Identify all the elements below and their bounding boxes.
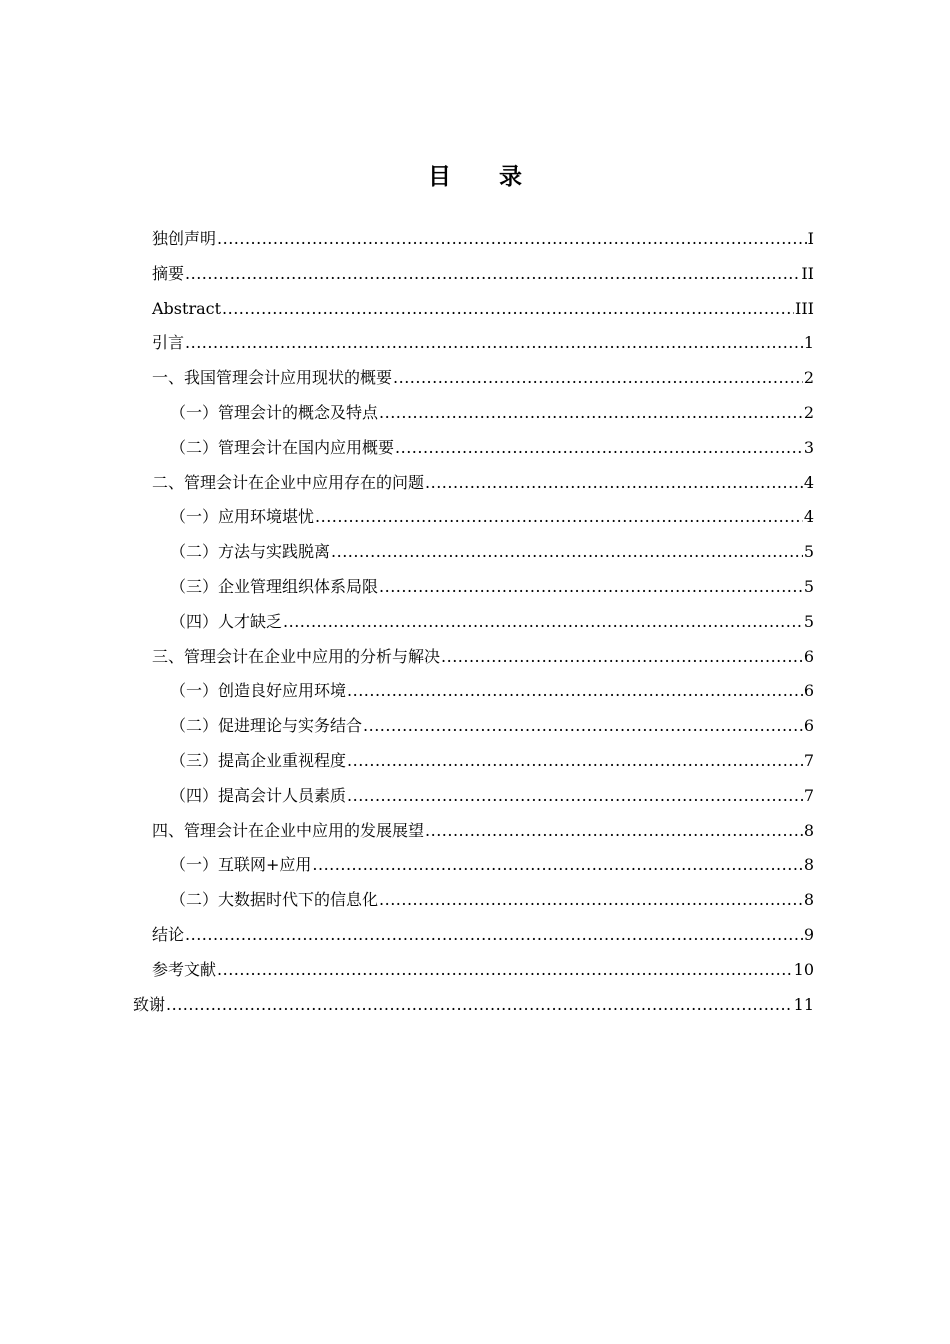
toc-entry-page-number: 11 [793,994,814,1014]
toc-entry-label: （二）促进理论与实务结合 [170,716,363,736]
toc-entry-page-number: 5 [803,577,814,596]
toc-entry[interactable] [152,257,814,291]
toc-entry[interactable] [170,500,814,534]
toc-entry-label: （二）大数据时代下的信息化 [170,890,379,910]
toc-entry-label: （一）创造良好应用环境 [170,681,347,701]
toc-leader-dots [312,848,802,882]
toc-entry-label: （三）提高企业重视程度 [170,751,347,770]
toc-entry[interactable] [152,361,814,395]
toc-entry-page-number: 6 [803,646,814,666]
toc-leader-dots [315,500,803,534]
toc-entry-label: （一）应用环境堪忧 [170,507,315,527]
toc-leader-dots [379,883,803,917]
toc-entry[interactable] [170,605,814,639]
toc-leader-dots [222,292,794,326]
toc-entry[interactable] [170,674,814,708]
toc-entry[interactable] [152,222,814,256]
toc-entry[interactable] [170,883,814,917]
toc-entry[interactable] [152,292,814,326]
toc-entry-page-number: 2 [803,368,814,388]
toc-entry[interactable] [152,953,814,987]
toc-entry[interactable] [152,326,814,360]
toc-leader-dots [347,779,803,813]
toc-entry[interactable] [170,779,814,813]
toc-entry-label: （四）人才缺乏 [170,611,283,631]
toc-entry-label: （一）管理会计的概念及特点 [170,403,379,422]
toc-entry-label: 致谢 [133,994,166,1014]
toc-leader-dots [347,674,803,708]
toc-entry[interactable] [152,814,814,848]
toc-entry[interactable] [152,918,814,952]
toc-leader-dots [379,570,803,604]
toc-leader-dots [331,535,803,569]
toc-entry-page-number: 8 [803,855,814,875]
toc-leader-dots [166,988,793,1022]
toc-entry-label: （一）互联网+应用 [170,855,312,875]
toc-entry-label: （三）企业管理组织体系局限 [170,577,379,596]
toc-entry-label: 摘要 [152,263,185,283]
toc-leader-dots [347,744,803,778]
toc-entry-page-number: 4 [803,507,814,527]
toc-entry[interactable] [170,396,814,430]
toc-entry-page-number: III [795,298,814,318]
toc-entry-page-number: 6 [803,681,814,701]
toc-entry[interactable] [170,431,814,465]
toc-entry-label: 参考文献 [152,959,217,979]
toc-leader-dots [395,431,803,465]
toc-entry[interactable] [133,988,814,1022]
toc-entry[interactable] [170,744,814,778]
toc-entry-label: 引言 [152,333,185,353]
toc-entry-page-number: 2 [803,403,814,422]
toc-entry-page-number: 9 [803,925,814,944]
toc-entry[interactable] [170,570,814,604]
toc-entry-page-number: 1 [803,333,814,353]
toc-entry-label: 二、管理会计在企业中应用存在的问题 [152,472,425,492]
toc-leader-dots [441,640,803,674]
toc-entry-label: 一、我国管理会计应用现状的概要 [152,368,393,388]
toc-leader-dots [425,814,803,848]
toc-leader-dots [217,953,793,987]
toc-entry[interactable] [170,848,814,882]
toc-entry-label: 三、管理会计在企业中应用的分析与解决 [152,646,441,666]
toc-entry-label: （二）管理会计在国内应用概要 [170,437,395,457]
toc-leader-dots [379,396,803,430]
toc-entry-page-number: 10 [793,959,814,979]
toc-leader-dots [393,361,803,395]
toc-leader-dots [283,605,803,639]
toc-entry[interactable] [170,535,814,569]
toc-entry-page-number: 4 [803,472,814,492]
toc-entry[interactable] [152,466,814,500]
toc-leader-dots [425,466,803,500]
toc-leader-dots [185,918,803,952]
toc-entry-page-number: 8 [803,820,814,840]
toc-leader-dots [363,709,803,743]
toc-entry-label: 独创声明 [152,229,217,248]
toc-entry-label: Abstract [152,298,222,318]
toc-entry-page-number: 5 [803,611,814,631]
toc-leader-dots [185,326,803,360]
toc-entry-page-number: 7 [803,785,814,805]
toc-entry-page-number: I [807,229,814,248]
toc-entry-page-number: 3 [803,437,814,457]
toc-entry-page-number: 8 [803,890,814,910]
toc-entry-page-number: 6 [803,716,814,736]
toc-entry-label: （四）提高会计人员素质 [170,785,347,805]
toc-entry[interactable] [170,709,814,743]
toc-leader-dots [217,222,807,256]
toc-leader-dots [185,257,800,291]
toc-entry-label: 结论 [152,925,185,944]
toc-entry-page-number: II [801,263,814,283]
toc-entry-page-number: 5 [803,542,814,562]
toc-title: 目 录 [427,164,542,190]
toc-entry-label: 四、管理会计在企业中应用的发展展望 [152,820,425,840]
toc-entry[interactable] [152,640,814,674]
toc-entry-page-number: 7 [803,751,814,770]
toc-entry-label: （二）方法与实践脱离 [170,542,331,562]
